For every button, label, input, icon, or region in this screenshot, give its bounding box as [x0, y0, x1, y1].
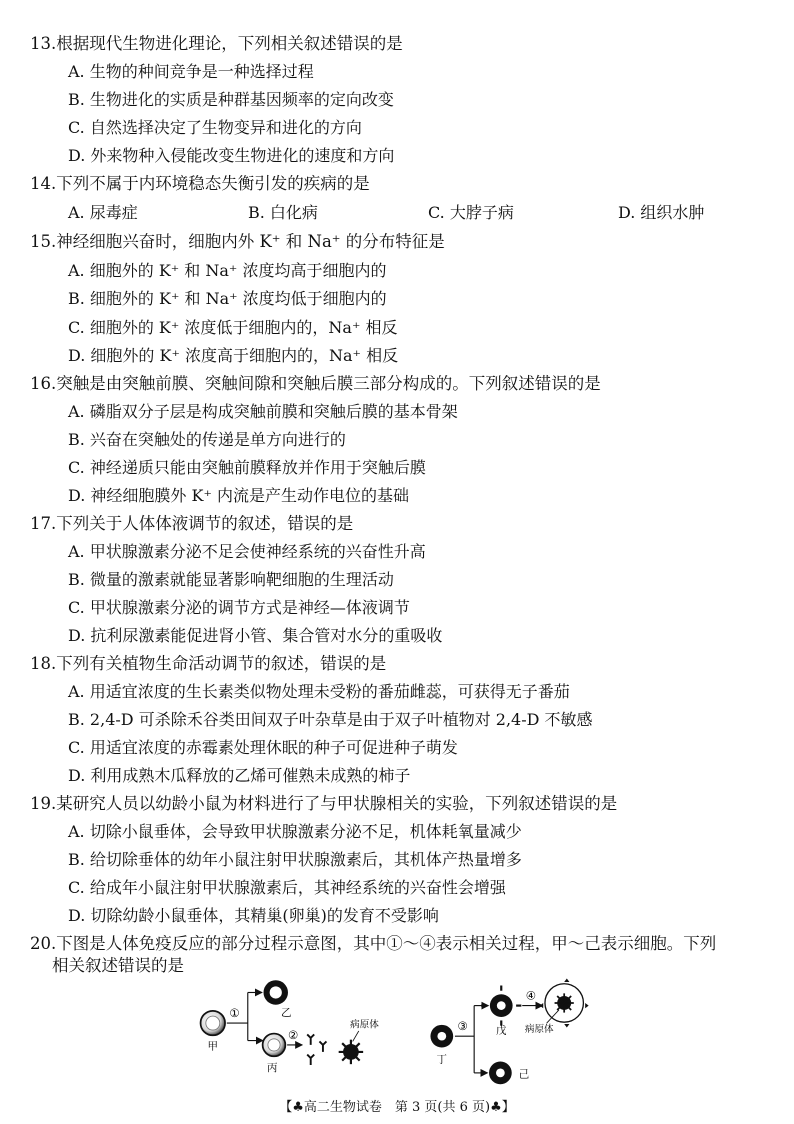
pathogen-left-icon: [339, 1040, 363, 1064]
q17-option-d: D. 抗利尿激素能促进肾小管、集合管对水分的重吸收: [68, 626, 443, 645]
q17-option-c: C. 甲状腺激素分泌的调节方式是神经—体液调节: [68, 598, 410, 617]
q13-option-b: B. 生物进化的实质是种群基因频率的定向改变: [68, 90, 394, 109]
cell-jia: [201, 1011, 225, 1035]
q14-option-d: D. 组织水肿: [618, 203, 705, 222]
question-14-stem: 14.下列不属于内环境稳态失衡引发的疾病的是: [30, 174, 370, 193]
footer-bracket-left: 【: [279, 1100, 293, 1115]
q15-option-b: B. 细胞外的 K⁺ 和 Na⁺ 浓度均低于细胞内的: [68, 289, 387, 308]
question-20-stem: 20.下图是人体免疫反应的部分过程示意图，其中①～④表示相关过程，甲～己表示细胞。下列: [30, 934, 717, 953]
q14-option-b: B. 白化病: [248, 203, 318, 222]
pathogen-left-pointer: [353, 1031, 359, 1041]
q19-option-c: C. 给成年小鼠注射甲状腺激素后，其神经系统的兴奋性会增强: [68, 878, 506, 897]
label-ding: 丁: [436, 1053, 448, 1066]
q17-option-a: A. 甲状腺激素分泌不足会使神经系统的兴奋性升高: [68, 542, 426, 561]
footer-bracket-right: 】: [501, 1100, 515, 1115]
label-yi: 乙: [280, 1007, 292, 1020]
immune-response-diagram: [150, 975, 620, 1093]
q16-option-a: A. 磷脂双分子层是构成突触前膜和突触后膜的基本骨架: [68, 402, 458, 421]
club-icon-right: ♣: [490, 1100, 502, 1115]
cell-yi: [264, 980, 288, 1004]
antibody-group: [307, 1034, 326, 1065]
question-13-stem: 13.根据现代生物进化理论，下列相关叙述错误的是: [30, 34, 403, 53]
question-16-stem: 16.突触是由突触前膜、突触间隙和突触后膜三部分构成的。下列叙述错误的是: [30, 374, 601, 393]
label-bing: 丙: [267, 1062, 278, 1075]
q17-option-b: B. 微量的激素就能显著影响靶细胞的生理活动: [68, 570, 394, 589]
question-19-stem: 19.某研究人员以幼龄小鼠为材料进行了与甲状腺相关的实验，下列叙述错误的是: [30, 794, 618, 813]
label-jia: 甲: [207, 1040, 219, 1053]
label-wu: 戊: [496, 1024, 507, 1037]
q18-option-d: D. 利用成熟木瓜释放的乙烯可催熟未成熟的柿子: [68, 766, 411, 785]
q16-option-d: D. 神经细胞膜外 K⁺ 内流是产生动作电位的基础: [68, 486, 410, 505]
q19-option-a: A. 切除小鼠垂体，会导致甲状腺激素分泌不足，机体耗氧量减少: [68, 822, 522, 841]
label-pathogen-right: 病原体: [524, 1023, 554, 1035]
q13-option-c: C. 自然选择决定了生物变异和进化的方向: [68, 118, 362, 137]
q16-option-c: C. 神经递质只能由突触前膜释放并作用于突触后膜: [68, 458, 426, 477]
page-footer: [0, 1096, 794, 1115]
label-pathogen-left: 病原体: [350, 1019, 379, 1031]
club-icon-left: ♣: [292, 1100, 304, 1115]
question-18-stem: 18.下列有关植物生命活动调节的叙述，错误的是: [30, 654, 387, 673]
q19-option-b: B. 给切除垂体的幼年小鼠注射甲状腺激素后，其机体产热量增多: [68, 850, 522, 869]
target-cell-icon: [540, 978, 589, 1027]
cell-bing: [263, 1034, 286, 1057]
label-step3: ③: [457, 1019, 468, 1034]
question-15-stem: 15.神经细胞兴奋时，细胞内外 K⁺ 和 Na⁺ 的分布特征是: [30, 232, 445, 251]
q18-option-b: B. 2,4-D 可杀除禾谷类田间双子叶杂草是由于双子叶植物对 2,4-D 不敏感: [68, 710, 593, 729]
question-20-stem-cont: 相关叙述错误的是: [52, 956, 184, 975]
q15-option-c: C. 细胞外的 K⁺ 浓度低于细胞内的，Na⁺ 相反: [68, 318, 398, 337]
q18-option-c: C. 用适宜浓度的赤霉素处理休眠的种子可促进种子萌发: [68, 738, 458, 757]
antibody-icon-2: [319, 1041, 326, 1051]
footer-text: 高二生物试卷 第 3 页(共 6 页): [303, 1100, 491, 1115]
question-17-stem: 17.下列关于人体体液调节的叙述，错误的是: [30, 514, 354, 533]
q15-option-d: D. 细胞外的 K⁺ 浓度高于细胞内的，Na⁺ 相反: [68, 346, 399, 365]
antibody-icon-1: [307, 1034, 314, 1044]
antibody-icon-3: [307, 1055, 314, 1065]
q14-option-a: A. 尿毒症: [68, 203, 138, 222]
q18-option-a: A. 用适宜浓度的生长素类似物处理未受粉的番茄雌蕊，可获得无子番茄: [68, 682, 570, 701]
q13-option-d: D. 外来物种入侵能改变生物进化的速度和方向: [68, 146, 395, 165]
label-step4: ④: [525, 988, 536, 1003]
q15-option-a: A. 细胞外的 K⁺ 和 Na⁺ 浓度均高于细胞内的: [68, 261, 387, 280]
label-ji: 己: [518, 1068, 530, 1081]
cell-ji: [489, 1062, 512, 1085]
label-step2: ②: [287, 1027, 299, 1042]
q16-option-b: B. 兴奋在突触处的传递是单方向进行的: [68, 430, 346, 449]
q14-option-c: C. 大脖子病: [428, 203, 514, 222]
q13-option-a: A. 生物的种间竞争是一种选择过程: [68, 62, 314, 81]
q19-option-d: D. 切除幼龄小鼠垂体，其精巢(卵巢)的发育不受影响: [68, 906, 439, 925]
label-step1: ①: [229, 1005, 240, 1020]
cell-ding: [430, 1025, 453, 1048]
